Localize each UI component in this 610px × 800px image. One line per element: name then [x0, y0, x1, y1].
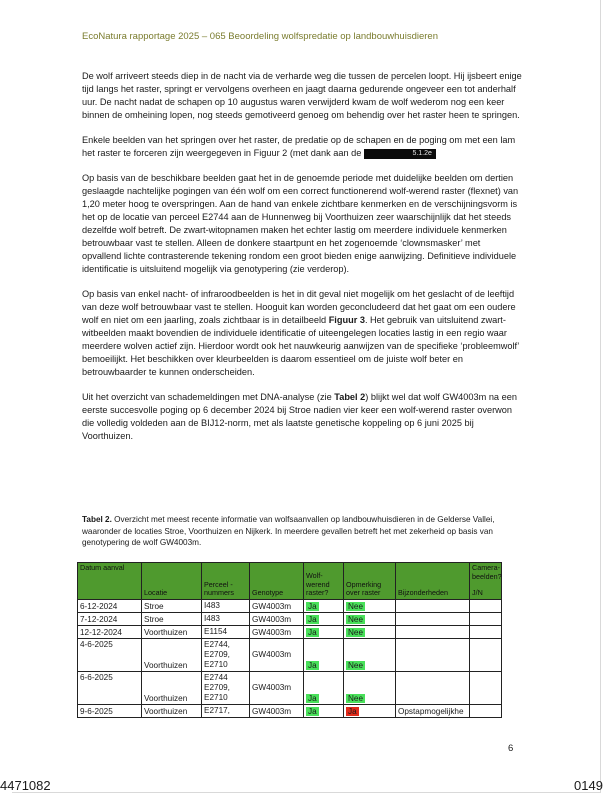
cell-genotype: GW4003m [250, 599, 304, 612]
wolfwerend-badge: Ja [308, 614, 317, 624]
figure-reference: Figuur 3 [328, 315, 365, 325]
cell-datum: 4-6-2025 [78, 638, 142, 671]
cell-camera [470, 671, 502, 704]
table-row [78, 599, 502, 612]
redaction-block: 5.1.2e [364, 149, 436, 159]
perceel-number: E2717, [204, 705, 230, 715]
cell-wolfwerend [304, 704, 344, 717]
cell-wolfwerend [304, 671, 344, 704]
cell-perceel [202, 625, 250, 638]
wolfwerend-badge: Ja [308, 706, 317, 716]
wolfwerend-badge: Ja [308, 627, 317, 637]
perceel-number: I483 [204, 600, 220, 610]
table-row [78, 671, 502, 704]
header-locatie: Locatie [142, 563, 202, 600]
opmerking-badge: Nee [348, 660, 364, 670]
perceel-number: E2744 [204, 672, 228, 682]
table-caption-text: Overzicht met meest recente informatie van wolfsaanvallen op landbouwhuisdieren in de Gelderse Vallei, waaronder de locaties Stroe, Voorthuizen en Nijkerk. In meerdere gevallen betreft het met zekerheid op basis van genotypering de wolf GW4003m. [82, 515, 495, 547]
cell-opmerking [344, 612, 396, 625]
paragraph-4-text-a: Op basis van enkel nacht- of infraroodbeelden is het in dit geval niet mogelijk om het geslacht of de leeftijd van deze wolf betrouwbaar vast te stellen. Hooguit kan worden geconcludeerd dat het gaat om een oudere wolf en niet om een jaarling, zoals zichtbaar is in detailbeeld [82, 289, 516, 325]
opmerking-badge: Nee [348, 601, 364, 611]
opmerking-badge: Nee [348, 614, 364, 624]
table-body [78, 599, 502, 717]
header-camera-sub: J/N [472, 588, 483, 598]
table-row [78, 612, 502, 625]
cell-wolfwerend [304, 638, 344, 671]
cell-locatie: Stroe [142, 599, 202, 612]
table-caption [82, 514, 522, 549]
cell-opmerking [344, 599, 396, 612]
cell-datum: 6-6-2025 [78, 671, 142, 704]
perceel-number: E2709, [204, 682, 230, 692]
cell-wolfwerend [304, 599, 344, 612]
cell-camera [470, 638, 502, 671]
wolfwerend-badge: Ja [308, 601, 317, 611]
cell-genotype: GW4003m [250, 638, 304, 671]
cell-wolfwerend [304, 612, 344, 625]
cell-opmerking [344, 638, 396, 671]
cell-opmerking [344, 625, 396, 638]
cell-camera [470, 599, 502, 612]
wolfwerend-badge: Ja [308, 693, 317, 703]
paragraph-5-text-a: Uit het overzicht van schademeldingen met DNA-analyse (zie [82, 392, 332, 402]
cell-genotype: GW4003m [250, 671, 304, 704]
table-row [78, 704, 502, 717]
running-header: EcoNatura rapportage 2025 – 065 Beoordeling wolfspredatie op landbouwhuisdieren [82, 31, 438, 42]
cell-genotype: GW4003m [250, 625, 304, 638]
cell-bijzonderheden [396, 638, 470, 671]
perceel-number: I483 [204, 613, 220, 623]
perceel-number: E1154 [204, 626, 228, 636]
cell-perceel [202, 599, 250, 612]
cell-bijzonderheden [396, 625, 470, 638]
paragraph-5-text-b: ) blijkt wel dat wolf GW4003m na een eerste succesvolle poging op 6 december 2024 bij Stroe nadien vier keer een wolf-werend raster overwon die volledig voldeden aan de BIJ12-norm, met als laatste genetische koppeling op 6 juni 2025 bij Voorthuizen. [82, 392, 517, 441]
table-row [78, 638, 502, 671]
paragraph-1: De wolf arriveert steeds diep in de nacht via de verharde weg die tussen de percelen loopt. Hij ijsbeert enige tijd langs het raster, springt er vervolgens overheen en jaagt daarna gedurende ongeveer een tot anderhalf uur. De nacht nadat de schapen op 10 augustus waren verwijderd kwam de wolf wederom nog een keer binnen de omheining lopen, nog steeds gemotiveerd genoeg om behendig over het raster heen te springen. [82, 71, 522, 120]
cell-wolfwerend [304, 625, 344, 638]
header-camera [470, 563, 502, 600]
cell-locatie: Stroe [142, 612, 202, 625]
cell-perceel [202, 612, 250, 625]
cell-locatie: Voorthuizen [142, 671, 202, 704]
cell-datum: 9-6-2025 [78, 704, 142, 717]
cell-perceel [202, 704, 250, 717]
cell-camera [470, 612, 502, 625]
cell-perceel [202, 671, 250, 704]
perceel-number: E2710 [204, 659, 228, 669]
header-wolfwerend: Wolf- werend raster? [304, 563, 344, 600]
cell-camera [470, 704, 502, 717]
cell-datum: 7-12-2024 [78, 612, 142, 625]
cell-locatie: Voorthuizen [142, 638, 202, 671]
body-text [82, 70, 522, 455]
perceel-number: E2744, [204, 639, 230, 649]
cell-bijzonderheden [396, 612, 470, 625]
opmerking-badge: Ja [348, 706, 357, 716]
cell-perceel [202, 638, 250, 671]
cell-opmerking [344, 671, 396, 704]
paragraph-2 [82, 134, 522, 160]
paragraph-3: Op basis van de beschikbare beelden gaat het in de genoemde periode met duidelijke beelden om dertien geslaagde nachtelijke pogingen van één wolf om een correct functionerend wolf-werend raster (flexnet) van 1,20 meter hoog te overspringen. Aan de hand van enkele zichtbare kenmerken en de verschijningsvorm is het op de locatie van perceel E2744 aan de Hunnenweg bij Voorthuizen zeer waarschijnlijk dat het steeds dezelfde wolf betreft. De zwart-witopnamen maken het echter lastig om meerdere individuele kenmerken betrouwbaar vast te stellen. Alleen de donkere staartpunt en het zogenoemde ‘clownsmasker’ met opvallend lichte contrasterende tekening rondom een groot bieden enige aanwijzing. Definitieve individuele identificatie is uitsluitend mogelijk via genotypering (zie verderop). [82, 173, 519, 274]
paragraph-5 [82, 391, 522, 443]
cell-bijzonderheden [396, 671, 470, 704]
cell-datum: 6-12-2024 [78, 599, 142, 612]
perceel-number: E2709, [204, 649, 230, 659]
table-caption-label: Tabel 2. [82, 515, 112, 524]
cell-genotype: GW4003m [250, 612, 304, 625]
cell-opmerking [344, 704, 396, 717]
cell-datum: 12-12-2024 [78, 625, 142, 638]
header-genotype: Genotype [250, 563, 304, 600]
header-opmerking: Opmerking over raster [344, 563, 396, 600]
table-row [78, 625, 502, 638]
opmerking-badge: Nee [348, 627, 364, 637]
cell-genotype: GW4003m [250, 704, 304, 717]
footer-left-number: 4471082 [0, 778, 51, 793]
header-perceel: Perceel - nummers [202, 563, 250, 600]
cell-camera [470, 625, 502, 638]
paragraph-4-text-b: . Het gebruik van uitsluitend zwart-witbeelden maakt bovendien de individuele identificatie of uiteengelegen locaties lastig in een regio waar meerdere wolven actief zijn. Hierdoor wordt ook het nauwkeurig aanwijzen van de specifieke ‘probleemwolf’ bemoeilijkt. Het beschikken over kleurbeelden is daarom essentieel om de juiste wolf beter en betrouwbaarder te kunnen onderscheiden. [82, 315, 519, 377]
header-datum: Datum aanval [78, 563, 142, 600]
cell-bijzonderheden: Opstapmogelijkhe [396, 704, 470, 717]
cell-bijzonderheden [396, 599, 470, 612]
paragraph-2-text: Enkele beelden van het springen over het raster, de predatie op de schapen en de poging om met een lam het raster te forceren zijn weergegeven in Figuur 2 (met dank aan de [82, 135, 516, 158]
cell-locatie: Voorthuizen [142, 625, 202, 638]
perceel-number: E2710 [204, 692, 228, 702]
cell-locatie: Voorthuizen [142, 704, 202, 717]
opmerking-badge: Nee [348, 693, 364, 703]
attacks-table [77, 562, 502, 718]
table-reference: Tabel 2 [334, 392, 366, 402]
wolfwerend-badge: Ja [308, 660, 317, 670]
page-number: 6 [508, 743, 514, 754]
table-header-row [78, 563, 502, 600]
header-bijzonderheden: Bijzonderheden [396, 563, 470, 600]
footer-right-number: 0149 [574, 778, 603, 793]
paragraph-4 [82, 288, 522, 379]
header-camera-label: Camera- beelden? [472, 563, 502, 581]
